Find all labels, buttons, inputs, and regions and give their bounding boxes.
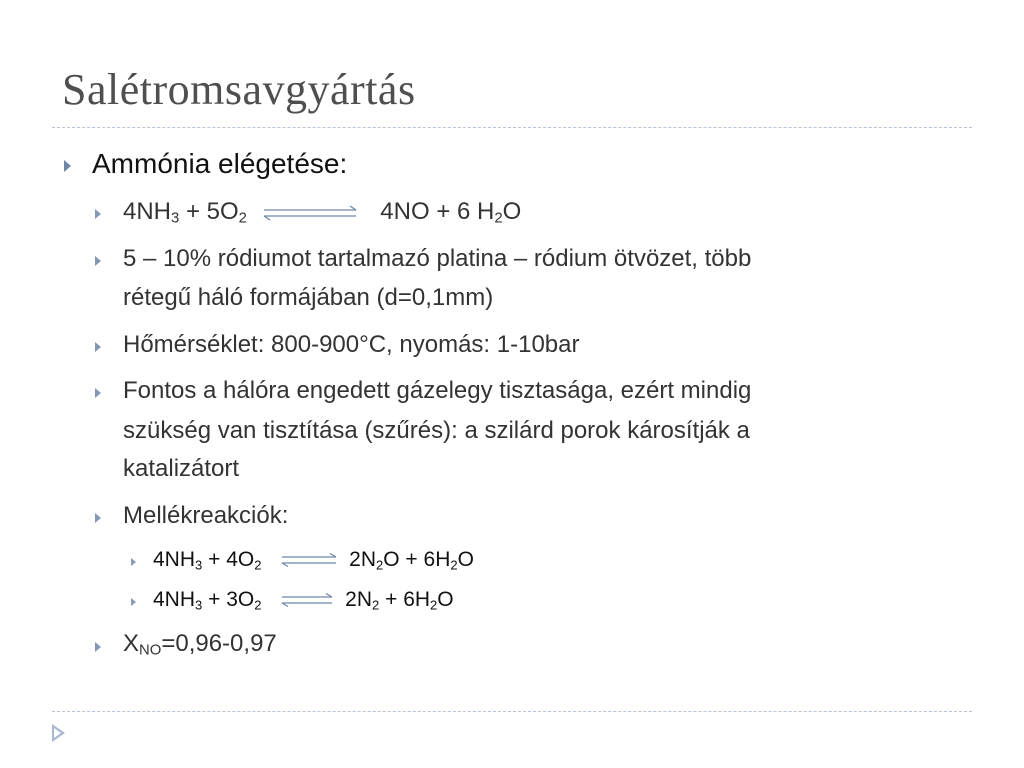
slide-title: Salétromsavgyártás	[62, 65, 416, 114]
purity-text-line1: Fontos a hálóra engedett gázelegy tisztasága, ezért mindig	[123, 377, 752, 404]
bullet-arrow-icon	[64, 160, 71, 172]
catalyst-text-line1: 5 – 10% ródiumot tartalmazó platina – ródium ötvözet, több	[123, 245, 752, 272]
bullet-arrow-icon	[95, 256, 101, 266]
bullet-arrow-icon	[95, 642, 101, 652]
conditions-text: Hőmérséklet: 800-900°C, nyomás: 1-10bar	[123, 331, 580, 358]
bullet-arrow-icon	[95, 388, 101, 398]
bullet-arrow-icon	[131, 558, 136, 566]
bullet-ammonia-combustion: Ammónia elégetése:	[92, 148, 348, 179]
footer-divider	[52, 711, 972, 712]
equilibrium-arrow-icon	[279, 553, 339, 567]
catalyst-text-line2: rétegű háló formájában (d=0,1mm)	[123, 284, 494, 311]
equation-main: $4NH_3 + 5O_2$ 4NO + 6 $H_2O$	[123, 198, 522, 227]
slide-nav-triangle-icon	[52, 724, 65, 742]
purity-text-line3: katalizátort	[123, 455, 240, 482]
equilibrium-arrow-icon	[279, 593, 335, 607]
bullet-arrow-icon	[95, 209, 101, 219]
bullet-arrow-icon	[95, 513, 101, 523]
side-reaction-n2o: $4NH_3 + 4O_2$ $2N_2O + 6H_2O$	[153, 548, 474, 573]
bullet-arrow-icon	[131, 598, 136, 606]
side-reaction-n2: $4NH_3 + 3O_2$ $2N_2 + 6H_2O$	[153, 588, 454, 613]
title-divider	[52, 127, 972, 128]
side-reactions-heading: Mellékreakciók:	[123, 502, 289, 529]
bullet-arrow-icon	[95, 342, 101, 352]
conversion-value: $X_{NO}=0,96-0,97$	[123, 630, 277, 659]
purity-text-line2: szükség van tisztítása (szűrés): a szilárd porok károsítják a	[123, 417, 750, 444]
equilibrium-arrow-icon	[260, 205, 360, 221]
